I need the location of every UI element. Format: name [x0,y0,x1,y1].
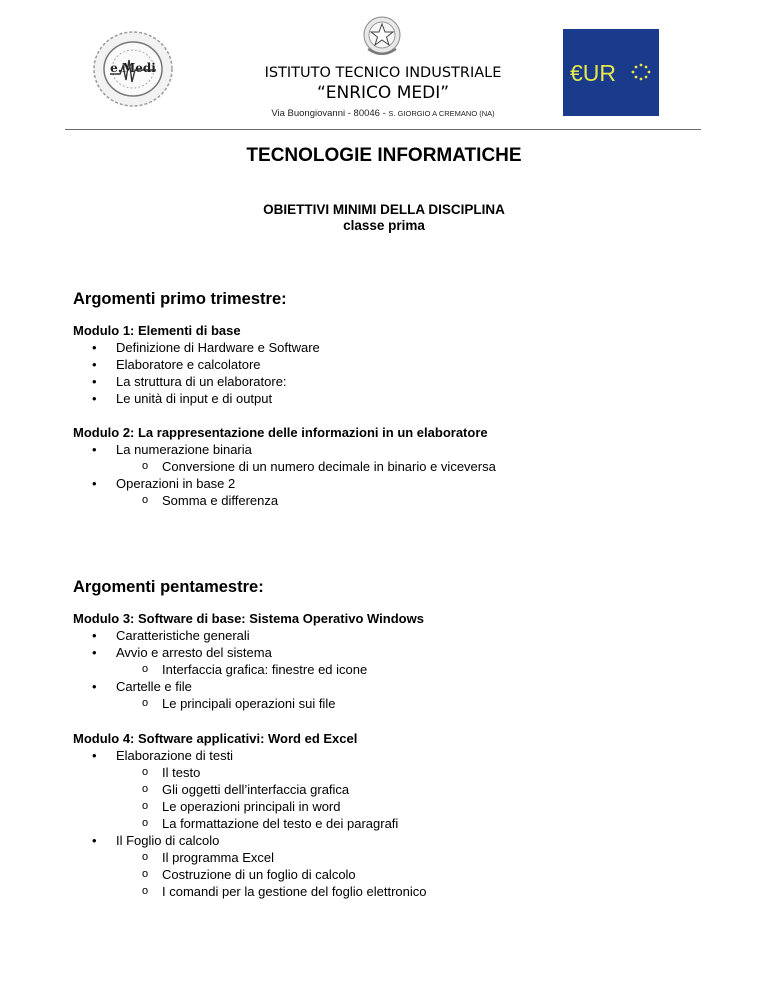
bullet-icon: • [92,340,97,355]
sub-list-item [116,781,427,798]
sub-list-item [116,883,427,900]
institute-subname: “ENRICO MEDI” [316,83,450,103]
circle-bullet-icon: o [142,885,149,897]
module-1-list [73,339,320,407]
institute-address [230,108,536,120]
list-item [73,390,320,407]
school-logo-text: e.Medi [110,61,156,75]
list-item-text: Elaboratore e calcolatore [116,357,261,372]
sub-list-item [116,458,496,475]
list-item-text: Definizione di Hardware e Software [116,340,320,355]
bullet-icon: • [92,476,97,491]
sub-list-item-text: Costruzione di un foglio di calcolo [162,867,356,882]
document-title: TECNOLOGIE INFORMATICHE [246,145,522,166]
bullet-icon: • [92,374,97,389]
circle-bullet-icon: o [142,494,149,506]
list-item-text: Caratteristiche generali [116,628,250,643]
sub-list-item [116,849,427,866]
section-heading-pentamestre: Argomenti pentamestre: [73,578,264,596]
italian-republic-emblem-icon [358,13,406,61]
document-class: classe prima [343,218,425,233]
bullet-icon: • [92,833,97,848]
sub-list-item-text: Il programma Excel [162,850,274,865]
circle-bullet-icon: o [142,868,149,880]
school-logo [92,30,174,108]
sub-list-item-text: Il testo [162,765,201,780]
list-item-text: Avvio e arresto del sistema [116,645,272,660]
module-4-list [73,747,427,900]
bullet-icon: • [92,442,97,457]
circle-bullet-icon: o [142,800,149,812]
sub-list-item [116,492,496,509]
sub-list-item-text: I comandi per la gestione del foglio elettronico [162,884,427,899]
circle-bullet-icon: o [142,766,149,778]
list-item [73,475,496,509]
sub-list-item-text: Gli oggetti dell’interfaccia grafica [162,782,350,797]
address-city: S. GIORGIO A CREMANO (NA) [388,109,495,118]
module-2-list [73,441,496,509]
list-item [73,832,427,900]
sub-list-item-text: Le operazioni principali in word [162,799,341,814]
list-item-text: Elaborazione di testi [116,748,234,763]
sub-list-item-text: Le principali operazioni sui file [162,696,336,711]
bullet-icon: • [92,748,97,763]
circle-bullet-icon: o [142,783,149,795]
sub-list-item [116,695,367,712]
list-item [73,339,320,356]
list-item-text: Cartelle e file [116,679,192,694]
sub-list-item-text: Interfaccia grafica: finestre ed icone [162,662,368,677]
list-item-text: Il Foglio di calcolo [116,833,220,848]
address-street: Via Buongiovanni - 80046 - [271,108,389,119]
list-item-text: Le unità di input e di output [116,391,273,406]
list-item [73,441,496,475]
header-divider [65,129,701,130]
module-1-title: Modulo 1: Elementi di base [73,323,241,338]
list-item-text: Operazioni in base 2 [116,476,236,491]
list-item [73,747,427,832]
institute-name: ISTITUTO TECNICO INDUSTRIALE [264,65,502,81]
sub-list-item [116,866,427,883]
list-item-text: La numerazione binaria [116,442,252,457]
bullet-icon: • [92,628,97,643]
module-3-title: Modulo 3: Software di base: Sistema Operativo Windows [73,611,424,626]
section-heading-primo-trimestre: Argomenti primo trimestre: [73,290,287,308]
circle-bullet-icon: o [142,817,149,829]
list-item-text: La struttura di un elaboratore: [116,374,287,389]
bullet-icon: • [92,679,97,694]
bullet-icon: • [92,391,97,406]
list-item [73,644,367,678]
module-3-list [73,627,367,712]
module-4-title: Modulo 4: Software applicativi: Word ed Excel [73,731,358,746]
list-item [73,356,320,373]
circle-bullet-icon: o [142,851,149,863]
document-subtitle: OBIETTIVI MINIMI DELLA DISCIPLINA [263,202,505,217]
sub-list-item [116,661,367,678]
sub-list-item [116,798,427,815]
list-item [73,373,320,390]
list-item [73,678,367,712]
sub-list-item-text: Somma e differenza [162,493,279,508]
sub-list-item-text: Conversione di un numero decimale in binario e viceversa [162,459,496,474]
euro-logo [563,29,659,116]
sub-list-item [116,764,427,781]
eu-stars-icon [632,64,651,81]
circle-bullet-icon: o [142,663,149,675]
euro-logo-text: €UR [570,60,617,86]
module-2-title: Modulo 2: La rappresentazione delle informazioni in un elaboratore [73,425,488,440]
circle-bullet-icon: o [142,697,149,709]
list-item [73,627,367,644]
circle-bullet-icon: o [142,460,149,472]
sub-list-item-text: La formattazione del testo e dei paragrafi [162,816,399,831]
bullet-icon: • [92,645,97,660]
bullet-icon: • [92,357,97,372]
sub-list-item [116,815,427,832]
